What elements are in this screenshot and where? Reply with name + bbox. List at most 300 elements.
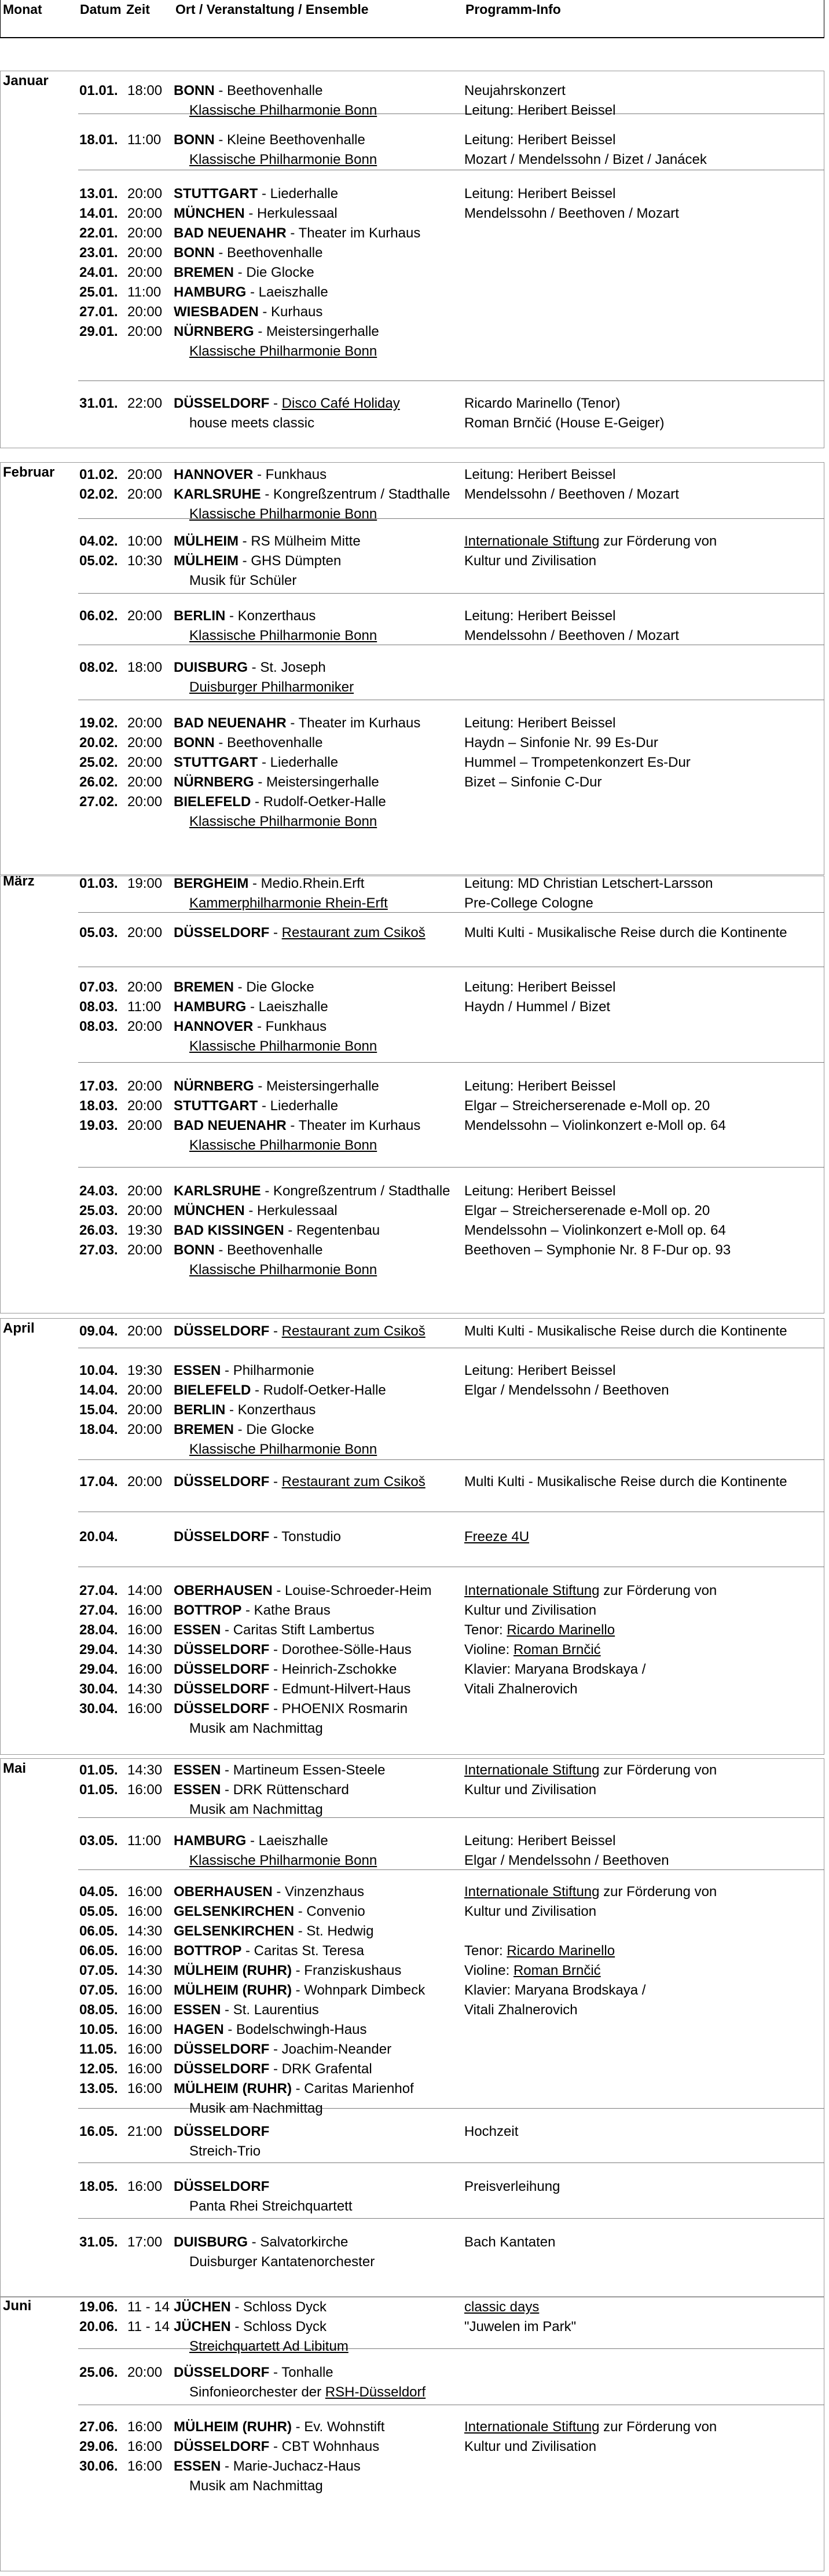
event-time: 16:00: [127, 1602, 163, 1618]
info-text: Violine:: [464, 1963, 513, 1978]
event-venue: STUTTGART - Liederhalle: [174, 186, 339, 202]
event-date: 07.05.: [79, 1982, 118, 1998]
info-text: Leitung: Heribert Beissel: [464, 467, 616, 482]
event-time: 11 - 14: [127, 2299, 170, 2315]
event-city: NÜRNBERG: [174, 1078, 254, 1094]
event-city: BOTTROP: [174, 1602, 242, 1618]
event-place: Liederhalle: [270, 755, 339, 770]
info-text: Mozart / Mendelssohn / Bizet / Janácek: [464, 152, 707, 167]
month-section: [0, 1318, 824, 1755]
event-date: 01.02.: [79, 467, 118, 482]
event-date: 29.01.: [79, 324, 118, 339]
ensemble-link[interactable]: RSH-Düsseldorf: [325, 2384, 426, 2400]
info-link[interactable]: Freeze 4U: [464, 1529, 530, 1545]
event-info: [464, 1660, 645, 1679]
event-city: MÜLHEIM: [174, 533, 239, 549]
event-date: 04.02.: [79, 533, 118, 549]
event-date: 30.04.: [79, 1701, 118, 1717]
info-text: Mendelssohn / Beethoven / Mozart: [464, 206, 679, 221]
event-venue: BAD NEUENAHR - Theater im Kurhaus: [174, 715, 421, 731]
event-venue: ESSEN - Philharmonie: [174, 1363, 314, 1378]
event-time: 11:00: [127, 132, 162, 148]
event-time: 16:00: [127, 2061, 163, 2077]
event-venue: ESSEN - Martineum Essen-Steele: [174, 1762, 386, 1778]
event-info: [464, 874, 713, 893]
event-place: GHS Dümpten: [251, 553, 342, 569]
event-city: WIESBADEN: [174, 304, 259, 320]
event-info: [464, 997, 610, 1016]
info-text: Mendelssohn / Beethoven / Mozart: [464, 486, 679, 502]
event-city: DÜSSELDORF: [174, 396, 270, 411]
event-info: [464, 2437, 596, 2456]
event-city: BERGHEIM: [174, 876, 249, 891]
event-info: [464, 1361, 615, 1380]
event-date: 07.03.: [79, 979, 118, 995]
event-time: 20:00: [127, 304, 163, 320]
event-date: 01.05.: [79, 1762, 118, 1778]
event-date: 10.04.: [79, 1363, 118, 1378]
event-place: Kathe Braus: [254, 1602, 331, 1618]
event-place: Dorothee-Sölle-Haus: [281, 1642, 412, 1657]
event-venue: MÜNCHEN - Herkulessaal: [174, 206, 338, 221]
event-time: 16:00: [127, 1982, 163, 1998]
event-venue: DUISBURG - St. Joseph: [174, 660, 326, 675]
info-text: Klavier: Maryana Brodskaya /: [464, 1662, 646, 1677]
event-place: Schloss Dyck: [243, 2319, 327, 2334]
info-text: Roman Brnčić (House E-Geiger): [464, 415, 665, 431]
event-time: 21:00: [127, 2124, 163, 2139]
event-city: MÜLHEIM (RUHR): [174, 1963, 292, 1978]
event-venue: DÜSSELDORF - Tonhalle: [174, 2365, 333, 2380]
info-text: Klavier: Maryana Brodskaya /: [464, 1982, 646, 1998]
event-venue: BOTTROP - Caritas St. Teresa: [174, 1943, 364, 1959]
info-link[interactable]: Ricardo Marinello: [507, 1943, 615, 1959]
event-ensemble: house meets classic: [189, 415, 315, 431]
event-venue: DÜSSELDORF - Dorothee-Sölle-Haus: [174, 1642, 412, 1657]
info-link[interactable]: Ricardo Marinello: [507, 1622, 615, 1638]
event-place: Theater im Kurhaus: [298, 1118, 421, 1133]
month-name: Februar: [3, 464, 55, 480]
event-date: 26.02.: [79, 774, 118, 790]
event-place: Kongreßzentrum / Stadthalle: [273, 486, 450, 502]
event-info: [464, 414, 664, 433]
event-venue: MÜNCHEN - Herkulessaal: [174, 1203, 338, 1219]
event-ensemble[interactable]: Streichquartett Ad Libitum: [189, 2339, 349, 2354]
info-text: Mendelssohn – Violinkonzert e-Moll op. 64: [464, 1118, 726, 1133]
event-date: 01.03.: [79, 876, 118, 891]
event-city: MÜLHEIM: [174, 553, 239, 569]
event-info: [464, 1201, 710, 1220]
info-text: Bizet – Sinfonie C-Dur: [464, 774, 602, 790]
event-city: ESSEN: [174, 1363, 221, 1378]
event-ensemble: Musik am Nachmittag: [189, 1721, 323, 1736]
event-info: [464, 1221, 726, 1240]
event-ensemble[interactable]: Klassische Philharmonie Bonn: [189, 1441, 377, 1457]
event-date: 24.03.: [79, 1183, 118, 1199]
month-name: April: [3, 1320, 35, 1336]
info-text: Leitung: Heribert Beissel: [464, 608, 616, 624]
event-venue: DÜSSELDORF - Restaurant zum Csikoš: [174, 1474, 425, 1490]
event-place: Martineum Essen-Steele: [233, 1762, 386, 1778]
event-venue: DUISBURG - Salvatorkirche: [174, 2234, 349, 2250]
event-place: Theater im Kurhaus: [298, 715, 421, 731]
event-venue: HAMBURG - Laeiszhalle: [174, 999, 328, 1015]
event-venue: HANNOVER - Funkhaus: [174, 467, 327, 482]
event-date: 01.05.: [79, 1782, 118, 1798]
event-time: 16:00: [127, 2419, 163, 2435]
event-info: [464, 626, 679, 645]
info-link[interactable]: Roman Brnčić: [513, 1963, 601, 1978]
event-time: 20:00: [127, 186, 163, 202]
event-date: 25.02.: [79, 755, 118, 770]
event-ensemble[interactable]: Klassische Philharmonie Bonn: [189, 152, 377, 167]
event-time: 20:00: [127, 1098, 163, 1114]
month-name: Mai: [3, 1761, 27, 1776]
event-place: Joachim-Neander: [281, 2041, 392, 2057]
event-venue: BREMEN - Die Glocke: [174, 1422, 314, 1437]
event-place: Salvatorkirche: [260, 2234, 349, 2250]
event-venue: OBERHAUSEN - Louise-Schroeder-Heim: [174, 1583, 432, 1598]
info-text: Leitung: Heribert Beissel: [464, 1363, 616, 1378]
event-time: 16:00: [127, 2022, 163, 2037]
event-info: [464, 101, 615, 120]
event-ensemble: Musik am Nachmittag: [189, 2101, 323, 2116]
info-text: Leitung: Heribert Beissel: [464, 186, 616, 202]
event-city: DÜSSELDORF: [174, 1323, 270, 1339]
event-date: 27.01.: [79, 304, 118, 320]
info-text: Kultur und Zivilisation: [464, 1904, 597, 1919]
info-text: Elgar – Streicherserenade e-Moll op. 20: [464, 1098, 710, 1114]
event-info: [464, 923, 787, 942]
event-ensemble[interactable]: Klassische Philharmonie Bonn: [189, 103, 377, 118]
info-link[interactable]: Internationale Stiftung: [464, 1583, 600, 1598]
event-date: 27.04.: [79, 1583, 118, 1598]
info-link[interactable]: Roman Brnčić: [513, 1642, 601, 1657]
event-place[interactable]: Restaurant zum Csikoš: [281, 925, 425, 941]
event-venue: DÜSSELDORF - DRK Grafental: [174, 2061, 372, 2077]
event-date: 17.03.: [79, 1078, 118, 1094]
event-venue: BERLIN - Konzerthaus: [174, 608, 316, 624]
event-place: Tonstudio: [281, 1529, 341, 1545]
event-date: 20.06.: [79, 2319, 118, 2334]
info-text: Leitung: Heribert Beissel: [464, 103, 616, 118]
event-city: BREMEN: [174, 979, 234, 995]
info-link[interactable]: Internationale Stiftung: [464, 1762, 600, 1778]
info-text: Leitung: Heribert Beissel: [464, 979, 616, 995]
info-text: Beethoven – Symphonie Nr. 8 F-Dur op. 93: [464, 1242, 731, 1258]
event-venue: BREMEN - Die Glocke: [174, 979, 314, 995]
event-time: 20:00: [127, 1402, 163, 1418]
event-venue: BIELEFELD - Rudolf-Oetker-Halle: [174, 794, 386, 810]
month-name: März: [3, 873, 35, 889]
event-date: 20.04.: [79, 1529, 118, 1545]
event-time: 20:00: [127, 1118, 163, 1133]
event-time: 16:00: [127, 2002, 163, 2018]
event-date: 27.02.: [79, 794, 118, 810]
event-venue: JÜCHEN - Schloss Dyck: [174, 2299, 327, 2315]
event-time: 16:00: [127, 1662, 163, 1677]
event-place: St. Joseph: [260, 660, 326, 675]
event-info: [464, 1381, 669, 1400]
event-place: Wohnpark Dimbeck: [304, 1982, 425, 1998]
event-time: 16:00: [127, 2081, 163, 2096]
event-ensemble[interactable]: Klassische Philharmonie Bonn: [189, 1038, 377, 1054]
event-ensemble[interactable]: Duisburger Philharmoniker: [189, 679, 354, 695]
event-venue: BAD NEUENAHR - Theater im Kurhaus: [174, 1118, 421, 1133]
event-city: ESSEN: [174, 2458, 221, 2474]
event-venue: MÜLHEIM (RUHR) - Wohnpark Dimbeck: [174, 1982, 425, 1998]
event-city: OBERHAUSEN: [174, 1583, 273, 1598]
event-venue: ESSEN - Caritas Stift Lambertus: [174, 1622, 375, 1638]
event-venue: HAMBURG - Laeiszhalle: [174, 1833, 328, 1849]
event-city: DÜSSELDORF: [174, 1474, 270, 1490]
event-venue: MÜLHEIM (RUHR) - Ev. Wohnstift: [174, 2419, 385, 2435]
event-venue: DÜSSELDORF - Restaurant zum Csikoš: [174, 925, 425, 941]
event-place: Edmunt-Hilvert-Haus: [281, 1681, 411, 1697]
event-place: Vinzenzhaus: [285, 1884, 365, 1900]
info-text: Mendelssohn / Beethoven / Mozart: [464, 628, 679, 643]
event-place: Beethovenhalle: [227, 245, 323, 261]
event-date: 08.03.: [79, 1019, 118, 1034]
event-time: 20:00: [127, 794, 163, 810]
event-city: ESSEN: [174, 1622, 221, 1638]
event-city: ESSEN: [174, 1782, 221, 1798]
info-text: "Juwelen im Park": [464, 2319, 577, 2334]
event-time: 16:00: [127, 2439, 163, 2454]
event-time: 16:00: [127, 2458, 163, 2474]
group-divider: [78, 1062, 824, 1063]
event-venue: [174, 2122, 269, 2141]
event-info: [464, 150, 707, 169]
event-city: BAD NEUENAHR: [174, 1118, 287, 1133]
event-time: 16:00: [127, 1943, 163, 1959]
event-date: 22.01.: [79, 225, 118, 241]
event-date: 18.01.: [79, 132, 118, 148]
event-place: Philharmonie: [233, 1363, 314, 1378]
event-venue: DÜSSELDORF - Tonstudio: [174, 1529, 341, 1545]
event-place: St. Laurentius: [233, 2002, 319, 2018]
event-date: 04.05.: [79, 1884, 118, 1900]
event-city: NÜRNBERG: [174, 324, 254, 339]
event-info: [464, 1961, 601, 1980]
event-place: Laeiszhalle: [258, 1833, 328, 1849]
event-city: MÜNCHEN: [174, 1203, 245, 1219]
event-info: [464, 1761, 717, 1780]
event-time: 14:30: [127, 1681, 163, 1697]
event-time: 16:00: [127, 1884, 163, 1900]
event-place: Kongreßzentrum / Stadthalle: [273, 1183, 450, 1199]
event-city: MÜLHEIM (RUHR): [174, 2419, 292, 2435]
event-date: 02.02.: [79, 486, 118, 502]
event-ensemble: Panta Rhei Streichquartett: [189, 2198, 353, 2214]
event-time: 11:00: [127, 1833, 162, 1849]
event-city: HAMBURG: [174, 1833, 247, 1849]
event-ensemble[interactable]: Klassische Philharmonie Bonn: [189, 506, 377, 522]
event-time: 14:30: [127, 1963, 163, 1978]
event-info: [464, 773, 601, 792]
event-time: 14:00: [127, 1583, 163, 1598]
event-venue: BAD NEUENAHR - Theater im Kurhaus: [174, 225, 421, 241]
event-place[interactable]: Restaurant zum Csikoš: [281, 1323, 425, 1339]
event-time: 20:00: [127, 1203, 163, 1219]
event-venue: JÜCHEN - Schloss Dyck: [174, 2319, 327, 2334]
event-ensemble[interactable]: Klassische Philharmonie Bonn: [189, 1262, 377, 1278]
event-info: [464, 2297, 539, 2317]
event-venue: BONN - Beethovenhalle: [174, 1242, 323, 1258]
event-time: 20:00: [127, 1474, 163, 1490]
event-place: RS Mülheim Mitte: [251, 533, 361, 549]
event-city: BONN: [174, 735, 215, 751]
event-date: 06.05.: [79, 1923, 118, 1939]
event-time: 19:30: [127, 1363, 163, 1378]
info-text: Elgar / Mendelssohn / Beethoven: [464, 1382, 669, 1398]
info-text: Vitali Zhalnerovich: [464, 1681, 578, 1697]
info-text: Multi Kulti - Musikalische Reise durch die Kontinente: [464, 1474, 787, 1490]
event-ensemble[interactable]: Klassische Philharmonie Bonn: [189, 343, 377, 359]
event-place: Heinrich-Zschokke: [281, 1662, 397, 1677]
info-text: Leitung: Heribert Beissel: [464, 132, 616, 148]
event-place: Meistersingerhalle: [266, 324, 379, 339]
event-venue: NÜRNBERG - Meistersingerhalle: [174, 1078, 379, 1094]
info-link[interactable]: classic days: [464, 2299, 540, 2315]
event-info: [464, 485, 679, 504]
event-place: Herkulessaal: [257, 1203, 338, 1219]
event-date: 06.02.: [79, 608, 118, 624]
event-time: 20:00: [127, 1078, 163, 1094]
event-date: 01.01.: [79, 83, 118, 98]
event-city: ESSEN: [174, 1762, 221, 1778]
event-venue: OBERHAUSEN - Vinzenzhaus: [174, 1884, 365, 1900]
event-venue: GELSENKIRCHEN - Convenio: [174, 1904, 365, 1919]
info-text: Violine:: [464, 1642, 513, 1657]
event-info: [464, 1241, 731, 1260]
event-time: 20:00: [127, 774, 163, 790]
event-info: [464, 1941, 615, 1960]
event-venue: MÜLHEIM (RUHR) - Caritas Marienhof: [174, 2081, 414, 2096]
event-ensemble: Musik am Nachmittag: [189, 1802, 323, 1817]
event-city: DÜSSELDORF: [174, 2365, 270, 2380]
event-time: 16:00: [127, 2179, 163, 2194]
event-date: 08.02.: [79, 660, 118, 675]
event-time: 16:00: [127, 1622, 163, 1638]
event-time: 20:00: [127, 715, 163, 731]
event-info: [464, 2233, 555, 2252]
info-text: Leitung: Heribert Beissel: [464, 1078, 616, 1094]
event-venue: HANNOVER - Funkhaus: [174, 1019, 327, 1034]
group-divider: [78, 1459, 824, 1460]
event-info: [464, 1981, 645, 2000]
event-place: Funkhaus: [265, 467, 327, 482]
event-date: 16.05.: [79, 2124, 118, 2139]
event-ensemble[interactable]: Klassische Philharmonie Bonn: [189, 1853, 377, 1868]
event-venue: KARLSRUHE - Kongreßzentrum / Stadthalle: [174, 486, 450, 502]
event-place: Marie-Juchacz-Haus: [233, 2458, 361, 2474]
event-ensemble[interactable]: Klassische Philharmonie Bonn: [189, 1137, 377, 1153]
event-info: [464, 394, 620, 413]
event-venue: BONN - Kleine Beethovenhalle: [174, 132, 365, 148]
event-time: 16:00: [127, 1701, 163, 1717]
event-info: [464, 2122, 518, 2141]
event-ensemble[interactable]: Klassische Philharmonie Bonn: [189, 628, 377, 643]
event-venue: MÜLHEIM (RUHR) - Franziskushaus: [174, 1963, 402, 1978]
event-date: 05.05.: [79, 1904, 118, 1919]
event-info: [464, 465, 615, 484]
event-venue: WIESBADEN - Kurhaus: [174, 304, 323, 320]
event-city: BAD NEUENAHR: [174, 225, 287, 241]
info-text: Leitung: MD Christian Letschert-Larsson: [464, 876, 713, 891]
event-venue: ESSEN - Marie-Juchacz-Haus: [174, 2458, 361, 2474]
event-date: 30.04.: [79, 1681, 118, 1697]
event-info: [464, 1472, 787, 1491]
event-ensemble[interactable]: Kammerphilharmonie Rhein-Erft: [189, 895, 388, 911]
info-link[interactable]: Internationale Stiftung: [464, 1884, 600, 1900]
month-name: Juni: [3, 2298, 32, 2314]
event-info: [464, 2417, 717, 2436]
header-venue: Ort / Veranstaltung / Ensemble: [175, 2, 369, 17]
event-venue: NÜRNBERG - Meistersingerhalle: [174, 324, 379, 339]
event-place[interactable]: Restaurant zum Csikoš: [281, 1474, 425, 1490]
event-time: 10:30: [127, 553, 163, 569]
event-ensemble[interactable]: Klassische Philharmonie Bonn: [189, 814, 377, 829]
event-city: BREMEN: [174, 265, 234, 280]
event-time: 20:00: [127, 608, 163, 624]
info-text: Kultur und Zivilisation: [464, 1782, 597, 1798]
info-text: Haydn / Hummel / Bizet: [464, 999, 611, 1015]
event-venue: BONN - Beethovenhalle: [174, 245, 323, 261]
event-city: HANNOVER: [174, 1019, 254, 1034]
event-city: BONN: [174, 83, 215, 98]
event-city: GELSENKIRCHEN: [174, 1923, 295, 1939]
event-city: DÜSSELDORF: [174, 2061, 270, 2077]
event-date: 14.01.: [79, 206, 118, 221]
event-info: [464, 1581, 717, 1600]
event-info: [464, 81, 566, 100]
event-info: [464, 2317, 576, 2336]
event-city: KARLSRUHE: [174, 1183, 261, 1199]
event-info: [464, 2000, 578, 2019]
event-date: 12.05.: [79, 2061, 118, 2077]
event-place[interactable]: Disco Café Holiday: [281, 396, 400, 411]
info-text: Ricardo Marinello (Tenor): [464, 396, 621, 411]
event-place: Die Glocke: [246, 979, 314, 995]
info-link[interactable]: Internationale Stiftung: [464, 533, 600, 549]
event-place: Meistersingerhalle: [266, 1078, 379, 1094]
event-venue: ESSEN - St. Laurentius: [174, 2002, 319, 2018]
event-date: 08.05.: [79, 2002, 118, 2018]
info-text: Haydn – Sinfonie Nr. 99 Es-Dur: [464, 735, 658, 751]
info-text: Multi Kulti - Musikalische Reise durch die Kontinente: [464, 925, 787, 941]
event-date: 13.05.: [79, 2081, 118, 2096]
info-link[interactable]: Internationale Stiftung: [464, 2419, 600, 2435]
event-date: 07.05.: [79, 1963, 118, 1978]
event-place: Caritas Marienhof: [304, 2081, 414, 2096]
info-text: Bach Kantaten: [464, 2234, 556, 2250]
event-date: 10.05.: [79, 2022, 118, 2037]
event-date: 19.06.: [79, 2299, 118, 2315]
info-text: Hochzeit: [464, 2124, 519, 2139]
event-place: Caritas Stift Lambertus: [233, 1622, 375, 1638]
event-place: Kleine Beethovenhalle: [227, 132, 365, 148]
group-divider: [78, 2218, 824, 2219]
event-city: DÜSSELDORF: [174, 925, 270, 941]
event-time: 20:00: [127, 1382, 163, 1398]
event-place: Schloss Dyck: [243, 2299, 327, 2315]
event-date: 08.03.: [79, 999, 118, 1015]
info-text: Elgar / Mendelssohn / Beethoven: [464, 1853, 669, 1868]
info-text: zur Förderung von: [599, 533, 717, 549]
event-ensemble: Sinfonieorchester der RSH-Düsseldorf: [189, 2384, 426, 2400]
event-venue: DÜSSELDORF - Joachim-Neander: [174, 2041, 392, 2057]
